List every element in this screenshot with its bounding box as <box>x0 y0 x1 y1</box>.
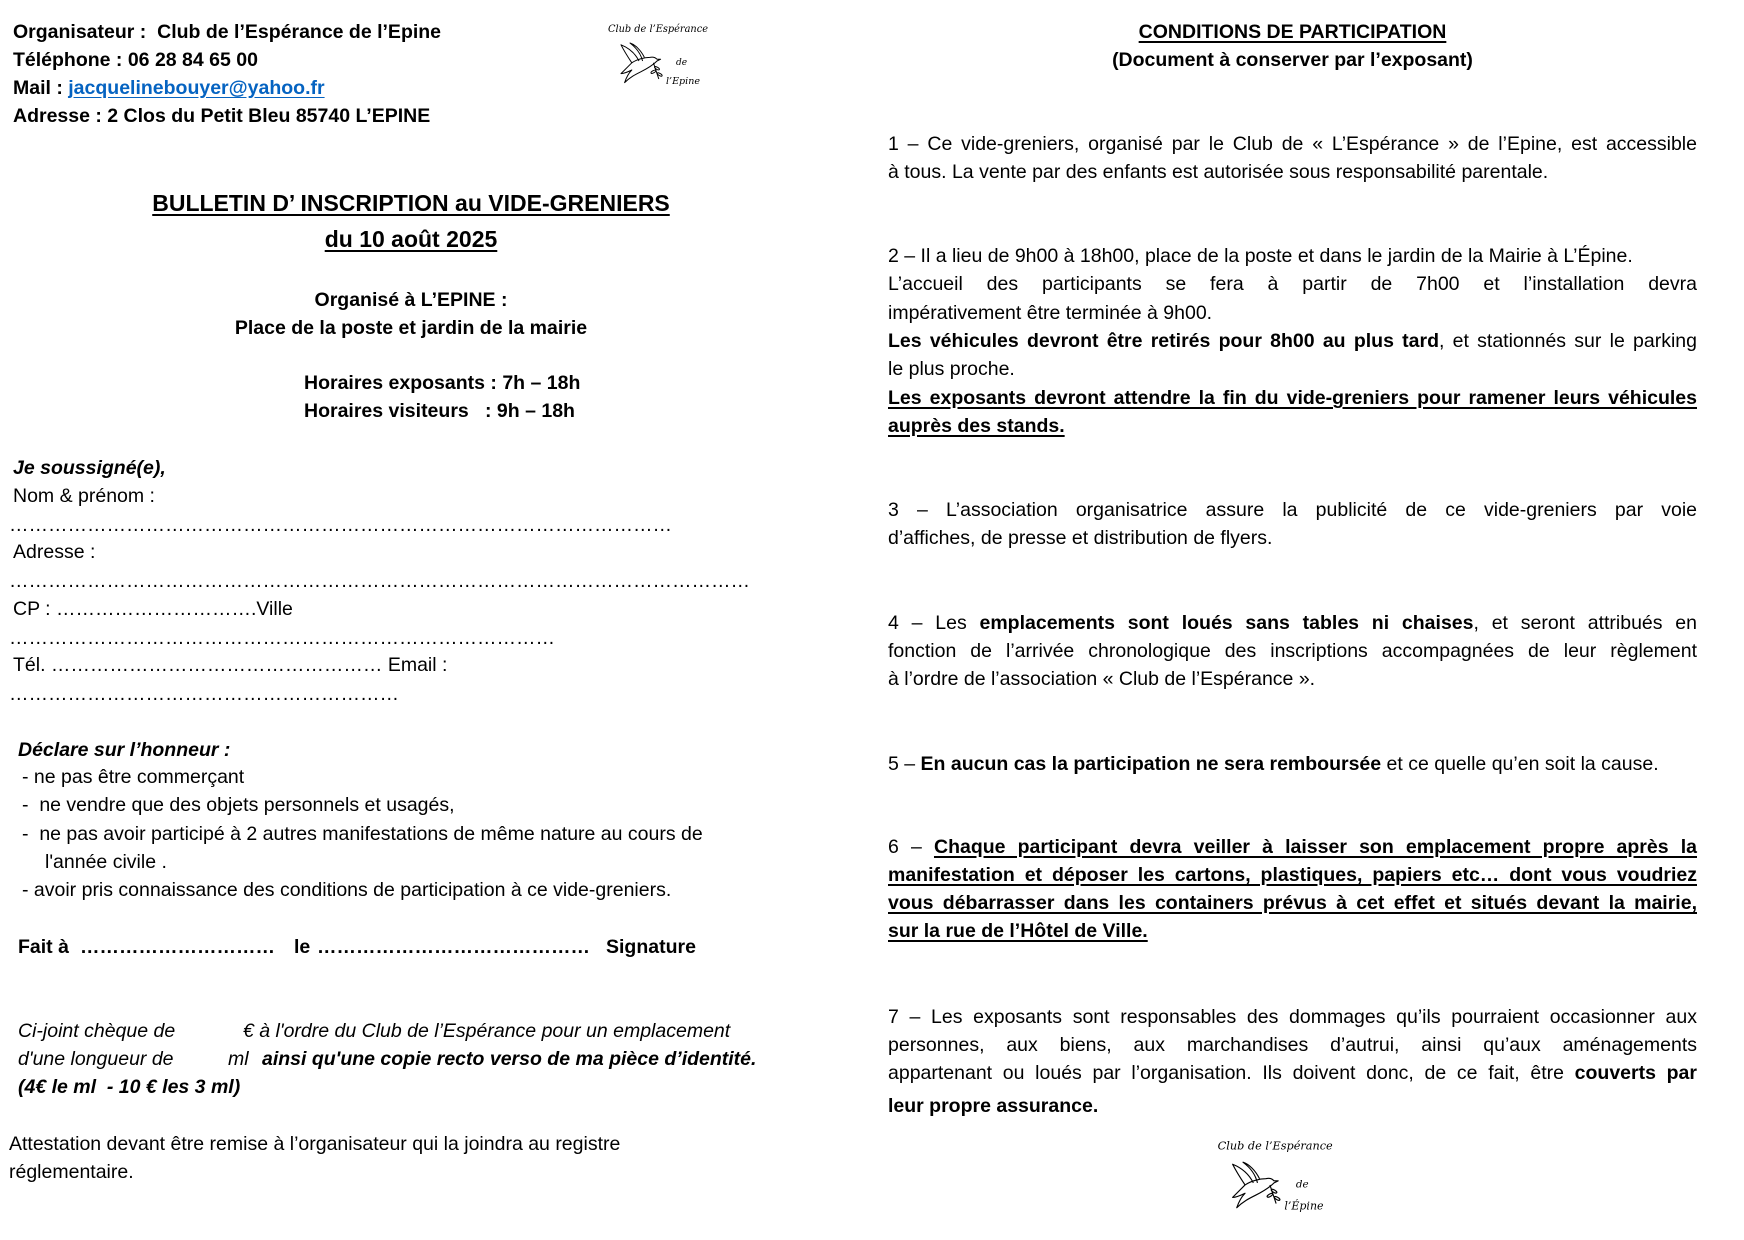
venue-line: Place de la poste et jardin de la mairie <box>234 317 588 339</box>
place-field[interactable]: ………………………… <box>80 936 275 958</box>
condition-7-start: appartenant ou loués par l’organisation. Ils doivent donc, de ce fait, être <box>888 1062 1575 1084</box>
declaration-item: - ne pas avoir participé à 2 autres manifestations de même nature au cours de <box>22 823 703 845</box>
condition-4-line: fonction de l’arrivée chronologique des inscriptions accompagnées de leur règlement <box>888 640 1697 662</box>
logo-place: l’Épine <box>1284 1199 1324 1213</box>
email-field[interactable]: …………………………………………………… <box>9 683 399 705</box>
attestation-line: Attestation devant être remise à l’organisateur qui la joindra au registre <box>9 1133 621 1155</box>
condition-6-start: 6 – <box>888 836 934 858</box>
club-logo-top <box>604 22 716 95</box>
condition-3-line: d’affiches, de presse et distribution de flyers. <box>888 527 1273 549</box>
dove-icon <box>621 43 663 83</box>
declaration-item: - ne vendre que des objets personnels et usagés, <box>22 794 455 816</box>
fait-a-label: Fait à <box>18 936 69 958</box>
vehicle-removal-rule: Les véhicules devront être retirés pour 8h00 au plus tard <box>888 330 1439 352</box>
condition-1-line: 1 – Ce vide-greniers, organisé par le Club de « L’Espérance » de l’Epine, est accessible <box>888 133 1697 155</box>
date-field[interactable]: …………………………………… <box>317 936 590 958</box>
phone-line: Téléphone : 06 28 84 65 00 <box>13 49 258 71</box>
logo-club-name: Club de l’Espérance <box>608 24 709 35</box>
condition-6-line <box>888 833 1697 861</box>
condition-4-line: à l’ordre de l’association « Club de l’Espérance ». <box>888 668 1316 690</box>
dove-icon <box>1233 1162 1281 1208</box>
email-link[interactable]: jacquelinebouyer@yahoo.fr <box>68 77 325 99</box>
cleanliness-rule: vous débarrasser dans les containers prévus à cet effet et situés devant la mairie, <box>888 892 1697 914</box>
parking-note: , et stationnés sur le parking <box>1439 330 1697 352</box>
id-copy-note: ainsi qu'une copie recto verso de ma pièce d’identité. <box>262 1048 757 1070</box>
exhibitor-hours: Horaires exposants : 7h – 18h <box>304 372 581 394</box>
vehicle-return-rule: Les exposants devront attendre la fin du vide-greniers pour ramener leurs véhicules <box>888 387 1697 409</box>
condition-7-line <box>888 1059 1697 1087</box>
condition-2-line: 2 – Il a lieu de 9h00 à 18h00, place de la poste et dans le jardin de la Mairie à L’Épine. <box>888 245 1633 267</box>
bulletin-title <box>0 187 822 219</box>
address-field[interactable]: …………………………………………………………………………………………………… <box>9 570 750 592</box>
condition-2-line: le plus proche. <box>888 358 1015 380</box>
logo-place: l’Epine <box>666 76 701 87</box>
condition-6-line <box>888 889 1697 917</box>
condition-7-line: personnes, aux biens, aux marchandises d’autrui, ainsi qu’aux aménagements <box>888 1034 1697 1056</box>
condition-3-line: 3 – L’association organisatrice assure la publicité de ce vide-greniers par voie <box>888 499 1697 521</box>
condition-6-line <box>888 861 1697 889</box>
condition-7-line: leur propre assurance. <box>888 1095 1099 1117</box>
address-line: Adresse : 2 Clos du Petit Bleu 85740 L’EPINE <box>13 105 431 127</box>
logo-club-name: Club de l’Espérance <box>1217 1138 1333 1153</box>
condition-6-line <box>888 917 1697 945</box>
address-label: Adresse : <box>13 541 96 563</box>
bulletin-date <box>0 223 822 255</box>
conditions-title <box>888 18 1697 46</box>
cheque-suffix: € à l'ordre du Club de l’Espérance pour un emplacement <box>243 1020 731 1042</box>
bulletin-title-text: BULLETIN D’ INSCRIPTION au VIDE-GRENIERS <box>152 190 670 216</box>
signature-label: Signature <box>606 936 696 958</box>
length-prefix: d'une longueur de <box>18 1048 174 1070</box>
organise-line: Organisé à L’EPINE : <box>314 289 508 311</box>
attestation-line: réglementaire. <box>9 1161 134 1183</box>
logo-de: de <box>676 58 688 68</box>
condition-4-line <box>888 609 1697 637</box>
declaration-item: - avoir pris connaissance des conditions de participation à ce vide-greniers. <box>22 879 672 901</box>
name-label: Nom & prénom : <box>13 485 155 507</box>
form-intro: Je soussigné(e), <box>13 457 166 479</box>
condition-2-line: L’accueil des participants se fera à partir de 7h00 et l’installation devra <box>888 273 1697 295</box>
condition-4-start: 4 – Les <box>888 612 980 634</box>
city-field[interactable]: ………………………………………………………………………… <box>9 627 555 649</box>
condition-4-end: , et seront attribués en <box>1473 612 1697 634</box>
condition-2-line <box>888 384 1697 412</box>
club-logo-bottom <box>1213 1138 1342 1222</box>
visitor-hours: Horaires visiteurs : 9h – 18h <box>304 400 575 422</box>
name-field[interactable]: ………………………………………………………………………………………… <box>9 514 672 536</box>
condition-5-end: et ce quelle qu’en soit la cause. <box>1381 753 1659 775</box>
cleanliness-rule: sur la rue de l’Hôtel de Ville. <box>888 920 1148 942</box>
conditions-title-text: CONDITIONS DE PARTICIPATION <box>1138 21 1447 43</box>
postcode-city-field[interactable]: CP : ………………………….Ville <box>13 598 293 620</box>
length-unit: ml <box>228 1048 249 1070</box>
phone-email-field[interactable]: Tél. …………………………………………… Email : <box>13 654 448 676</box>
logo-de: de <box>1295 1178 1309 1191</box>
no-refund-rule: En aucun cas la participation ne sera remboursée <box>920 753 1382 775</box>
declaration-title: Déclare sur l’honneur : <box>18 739 231 761</box>
insurance-rule: couverts par <box>1574 1062 1697 1084</box>
condition-2-line <box>888 412 1697 440</box>
no-tables-rule: emplacements sont loués sans tables ni chaises <box>979 612 1474 634</box>
mail-label: Mail : <box>13 77 69 99</box>
vehicle-return-rule-end: auprès des stands. <box>888 415 1065 437</box>
condition-5-line <box>888 750 1697 778</box>
condition-2-line <box>888 327 1697 355</box>
organizer-line: Organisateur : Club de l’Espérance de l’Epine <box>13 21 442 43</box>
condition-1-line: à tous. La vente par des enfants est autorisée sous responsabilité parentale. <box>888 161 1549 183</box>
condition-2-line: impérativement être terminée à 9h00. <box>888 302 1213 324</box>
conditions-subtitle: (Document à conserver par l’exposant) <box>1112 49 1473 71</box>
date-label: le <box>294 936 311 958</box>
cleanliness-rule: manifestation et déposer les cartons, plastiques, papiers etc… dont vous voudriez <box>888 864 1697 886</box>
mail-line <box>13 74 325 102</box>
declaration-item: - ne pas être commerçant <box>22 766 245 788</box>
declaration-item-continued: l'année civile . <box>45 851 167 873</box>
bulletin-date-text: du 10 août 2025 <box>324 226 498 252</box>
cheque-prefix: Ci-joint chèque de <box>18 1020 176 1042</box>
condition-5-start: 5 – <box>888 753 921 775</box>
condition-7-line: 7 – Les exposants sont responsables des dommages qu’ils pourraient occasionner aux <box>888 1006 1697 1028</box>
cleanliness-rule: Chaque participant devra veiller à laisser son emplacement propre après la <box>933 836 1697 858</box>
pricing-note: (4€ le ml - 10 € les 3 ml) <box>18 1076 241 1098</box>
